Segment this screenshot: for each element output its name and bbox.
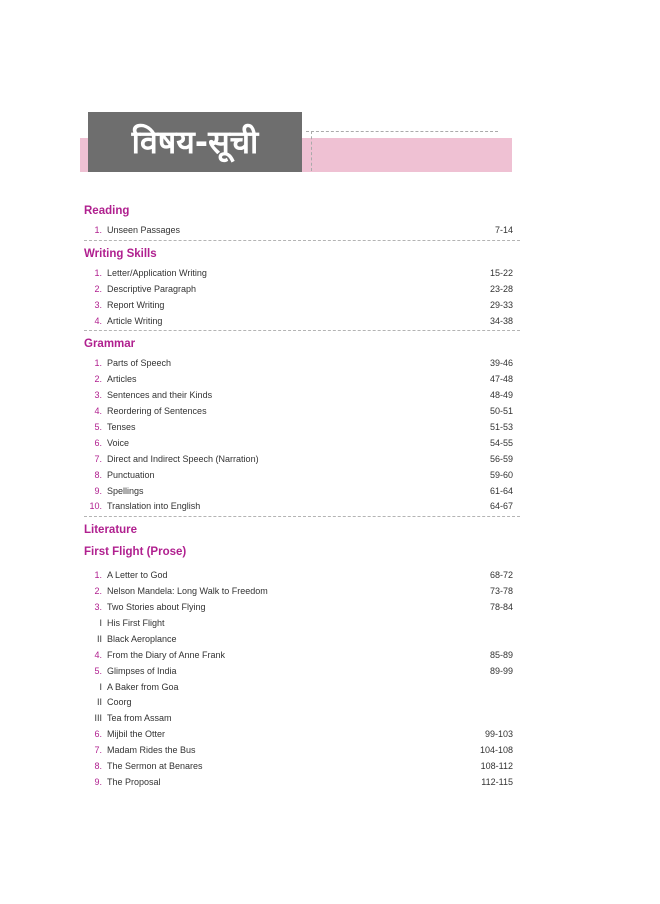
item-number: 5. xyxy=(94,421,102,432)
item-label: Spellings xyxy=(107,485,144,496)
toc-item[interactable] xyxy=(84,742,520,758)
item-pages: 99-103 xyxy=(484,729,513,740)
item-number: 4. xyxy=(94,649,102,660)
item-pages: 51-53 xyxy=(489,421,513,432)
item-roman-number: I xyxy=(99,681,102,692)
item-label: Article Writing xyxy=(107,315,163,326)
section-items xyxy=(84,567,520,789)
item-pages: 89-99 xyxy=(489,665,513,676)
item-roman-number: II xyxy=(96,697,102,708)
section-divider xyxy=(84,516,520,517)
item-number: 3. xyxy=(94,602,102,613)
section-writing-skills xyxy=(84,245,520,332)
item-label: Unseen Passages xyxy=(107,224,181,235)
toc-item[interactable] xyxy=(84,371,520,387)
toc-item[interactable] xyxy=(84,222,520,238)
item-label: Madam Rides the Bus xyxy=(107,745,196,756)
item-label: Glimpses of India xyxy=(107,665,177,676)
item-label: Punctuation xyxy=(107,469,155,480)
item-pages: 54-55 xyxy=(489,437,513,448)
item-pages: 7-14 xyxy=(494,224,513,235)
item-label: Reordering of Sentences xyxy=(107,406,207,417)
item-pages: 64-67 xyxy=(489,501,513,512)
item-label: Direct and Indirect Speech (Narration) xyxy=(107,453,259,464)
item-label: Parts of Speech xyxy=(107,358,172,369)
item-pages: 61-64 xyxy=(489,485,513,496)
item-number: 1. xyxy=(94,224,102,235)
item-label: Two Stories about Flying xyxy=(107,602,206,613)
item-number: 6. xyxy=(94,437,102,448)
item-pages: 108-112 xyxy=(480,760,513,771)
toc-item[interactable] xyxy=(84,281,520,297)
item-pages: 47-48 xyxy=(489,374,513,385)
section-divider xyxy=(84,240,520,241)
section-title: Reading xyxy=(84,205,130,217)
item-label: Tenses xyxy=(107,421,136,432)
item-label: Mijbil the Otter xyxy=(107,729,166,740)
item-pages: 50-51 xyxy=(489,406,513,417)
item-label: Sentences and their Kinds xyxy=(107,390,213,401)
page-title: विषय-सूची xyxy=(131,123,259,161)
toc-item[interactable] xyxy=(84,726,520,742)
item-label: Descriptive Paragraph xyxy=(107,283,197,294)
header-dashed-rule xyxy=(306,131,498,132)
item-pages: 23-28 xyxy=(489,283,513,294)
item-pages: 56-59 xyxy=(489,453,513,464)
subsection-title: First Flight (Prose) xyxy=(84,546,187,559)
item-number: 7. xyxy=(94,453,102,464)
item-number: 8. xyxy=(94,469,102,480)
toc-subitem[interactable] xyxy=(84,694,520,710)
item-number: 6. xyxy=(94,729,102,740)
toc-item[interactable] xyxy=(84,265,520,281)
item-number: 2. xyxy=(94,586,102,597)
header-dashed-rule-vertical xyxy=(311,131,312,171)
section-title: Grammar xyxy=(84,338,136,351)
toc-item[interactable] xyxy=(84,567,520,583)
item-label: Letter/Application Writing xyxy=(107,267,207,278)
toc-item[interactable] xyxy=(84,297,520,313)
item-roman-number: II xyxy=(96,633,102,644)
toc-item[interactable] xyxy=(84,355,520,371)
item-label: Voice xyxy=(107,437,130,448)
section-title: Writing Skills xyxy=(84,247,157,260)
item-label: Coorg xyxy=(107,697,132,708)
toc-item[interactable] xyxy=(84,774,520,790)
item-label: Translation into English xyxy=(107,501,201,512)
item-number: 3. xyxy=(94,299,102,310)
toc-item[interactable] xyxy=(84,387,520,403)
item-label: Nelson Mandela: Long Walk to Freedom xyxy=(107,586,268,597)
toc-item[interactable] xyxy=(84,451,520,467)
toc-subitem[interactable] xyxy=(84,679,520,695)
toc-subitem[interactable] xyxy=(84,631,520,647)
toc-item[interactable] xyxy=(84,583,520,599)
toc-item[interactable] xyxy=(84,498,520,514)
item-pages: 15-22 xyxy=(489,267,513,278)
toc-item[interactable] xyxy=(84,663,520,679)
item-number: 4. xyxy=(94,315,102,326)
table-of-contents xyxy=(84,202,520,790)
toc-item[interactable] xyxy=(84,647,520,663)
item-roman-number: III xyxy=(94,713,102,724)
toc-item[interactable] xyxy=(84,419,520,435)
item-number: 1. xyxy=(94,570,102,581)
item-number: 9. xyxy=(94,485,102,496)
item-label: A Letter to God xyxy=(107,570,168,581)
toc-item[interactable] xyxy=(84,467,520,483)
item-pages: 104-108 xyxy=(479,745,513,756)
item-label: The Proposal xyxy=(107,776,161,787)
item-number: 2. xyxy=(94,374,102,385)
item-pages: 85-89 xyxy=(489,649,513,660)
toc-item[interactable] xyxy=(84,599,520,615)
item-number: 1. xyxy=(94,267,102,278)
section-grammar xyxy=(84,335,520,517)
toc-item[interactable] xyxy=(84,483,520,499)
item-number: 2. xyxy=(94,283,102,294)
section-items xyxy=(84,355,520,514)
item-pages: 29-33 xyxy=(489,299,513,310)
toc-subitem[interactable] xyxy=(84,615,520,631)
section-items xyxy=(84,265,520,329)
item-label: Black Aeroplance xyxy=(107,633,177,644)
item-number: 7. xyxy=(94,745,102,756)
item-pages: 59-60 xyxy=(489,469,513,480)
item-label: His First Flight xyxy=(107,617,165,628)
item-number: 1. xyxy=(94,358,102,369)
item-pages: 112-115 xyxy=(481,776,513,787)
item-number: 3. xyxy=(94,390,102,401)
item-label: Articles xyxy=(107,374,137,385)
item-roman-number: I xyxy=(99,617,102,628)
item-label: Tea from Assam xyxy=(107,713,172,724)
section-title: Literature xyxy=(84,524,138,537)
item-pages: 39-46 xyxy=(489,358,513,369)
item-label: The Sermon at Benares xyxy=(107,760,203,771)
item-number: 10. xyxy=(89,501,102,512)
toc-item[interactable] xyxy=(84,313,520,329)
item-number: 9. xyxy=(94,776,102,787)
item-number: 5. xyxy=(94,665,102,676)
item-number: 8. xyxy=(94,760,102,771)
item-pages: 48-49 xyxy=(489,390,513,401)
item-label: From the Diary of Anne Frank xyxy=(107,649,226,660)
item-number: 4. xyxy=(94,406,102,417)
section-items xyxy=(84,222,520,238)
toc-item[interactable] xyxy=(84,403,520,419)
item-pages: 78-84 xyxy=(489,602,513,613)
section-reading xyxy=(84,202,520,241)
item-pages: 34-38 xyxy=(489,315,513,326)
item-pages: 73-78 xyxy=(489,586,513,597)
toc-item[interactable] xyxy=(84,758,520,774)
section-literature xyxy=(84,521,520,789)
item-label: Report Writing xyxy=(107,299,165,310)
item-label: A Baker from Goa xyxy=(107,681,179,692)
section-divider xyxy=(84,330,520,331)
item-pages: 68-72 xyxy=(489,570,513,581)
toc-subitem[interactable] xyxy=(84,710,520,726)
toc-item[interactable] xyxy=(84,435,520,451)
